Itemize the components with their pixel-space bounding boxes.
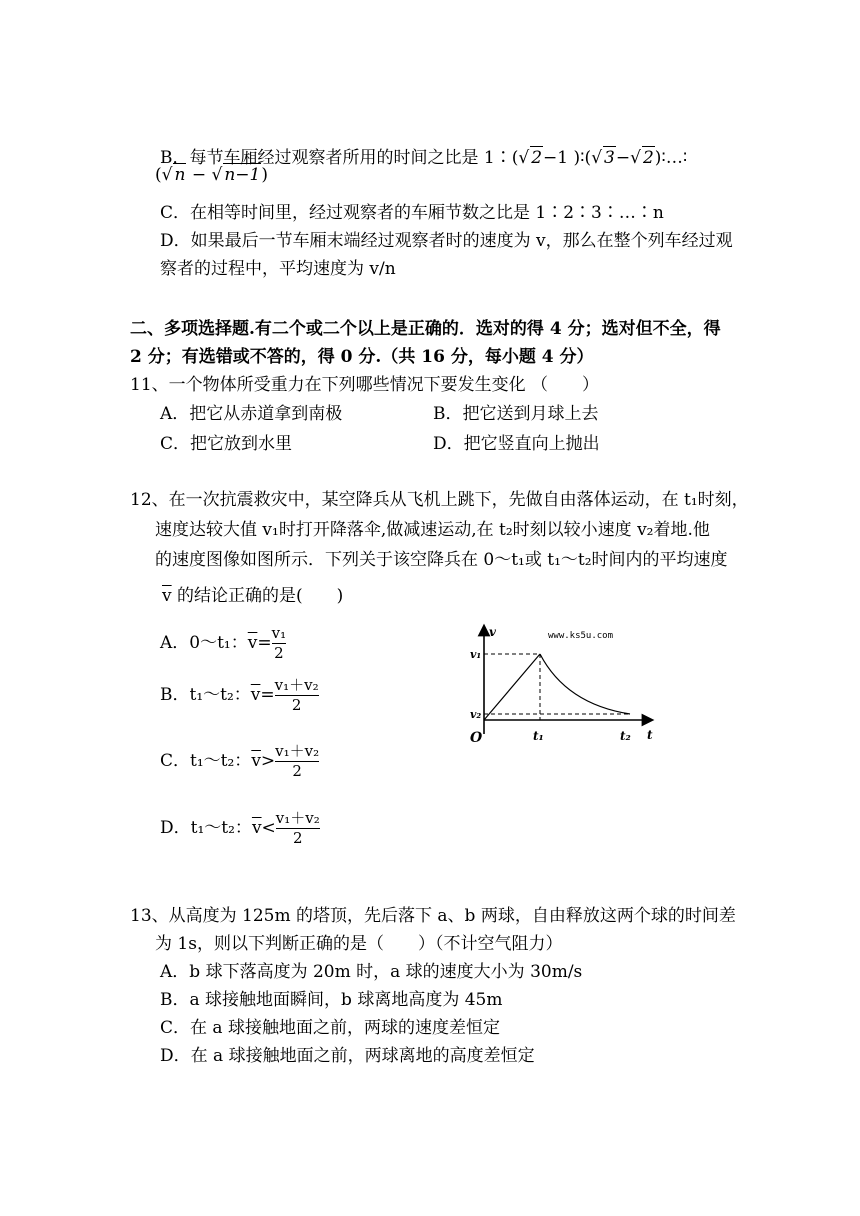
section2-header-line1: 二、多项选择题.有二个或二个以上是正确的．选对的得 4 分；选对但不全，得: [130, 319, 721, 339]
q11-option-a: A．把它从赤道拿到南极: [160, 404, 343, 424]
q12-option-a: A．0～t₁：$\overline{v}=$ $\frac{\text{v₁}}{2}$: [160, 624, 287, 662]
q11-option-d: D．把它竖直向上抛出: [433, 434, 600, 454]
graph-t1-label: t₁: [533, 729, 544, 743]
q12-option-d: D．t₁～t₂：$\overline{v}<$ $\frac{\text{v₁＋v₂}}{2}$: [160, 809, 320, 847]
q12-stem-line3: 的速度图像如图所示．下列关于该空降兵在 0～t₁或 t₁～t₂时间内的平均速度: [155, 550, 728, 570]
velocity-time-graph: [470, 622, 660, 748]
graph-v1-label: v₁: [470, 648, 482, 661]
graph-origin-label: O: [470, 730, 483, 746]
q11-option-c: C．把它放到水里: [160, 434, 293, 454]
q13-stem-line2: 为 1s，则以下判断正确的是（ ）（不计空气阻力）: [155, 934, 563, 954]
q10-option-b-line2-main: (√ n − √ n−1): [155, 165, 268, 185]
graph-rise-line: [484, 654, 540, 720]
q13-option-b: B．a 球接触地面瞬间，b 球离地高度为 45m: [160, 990, 503, 1010]
graph-watermark: www.ks5u.com: [548, 631, 614, 641]
q11-option-b: B．把它送到月球上去: [433, 404, 599, 424]
q12-stem-line1: 12、在一次抗震救灾中，某空降兵从飞机上跳下，先做自由落体运动，在 t₁时刻，: [130, 490, 749, 510]
q10-option-c: C．在相等时间里，经过观察者的车厢节数之比是 1∶2∶3∶…∶n: [160, 203, 664, 223]
q12-stem-line2: 速度达较大值 v₁时打开降落伞,做减速运动,在 t₂时刻以较小速度 v₂着地.他: [155, 520, 710, 540]
q10-option-b-line1: B．每节车厢经过观察者所用的时间之比是 1∶(√ 2−1 )∶(√ 3−√ 2)∶…∶: [160, 148, 688, 168]
graph-decay-curve: [540, 654, 630, 714]
q10-option-d-line1: D．如果最后一节车厢末端经过观察者时的速度为 v，那么在整个列车经过观: [160, 231, 733, 251]
graph-x-label: t: [647, 728, 653, 742]
q13-option-c: C．在 a 球接触地面之前，两球的速度差恒定: [160, 1018, 500, 1038]
section2-header-line2: 2 分；有选错或不答的，得 0 分.（共 16 分，每小题 4 分）: [130, 347, 594, 367]
graph-y-label: v: [489, 625, 496, 639]
q10-option-d-line2: 察者的过程中，平均速度为 v/n: [160, 259, 396, 279]
q13-option-d: D．在 a 球接触地面之前，两球离地的高度差恒定: [160, 1046, 535, 1066]
graph-v2-label: v₂: [470, 708, 482, 721]
q13-option-a: A．b 球下落高度为 20m 时，a 球的速度大小为 30m/s: [160, 962, 583, 982]
q12-option-c: C．t₁～t₂：$\overline{v}>$ $\frac{\text{v₁＋v₂}}{2}$: [160, 742, 320, 780]
q12-stem-line4: $\overline{v}$ 的结论正确的是( ): [162, 586, 344, 606]
q12-option-b: B．t₁～t₂：$\overline{v}=$ $\frac{\text{v₁＋v₂}}{2}$: [160, 676, 319, 714]
q11-stem: 11、一个物体所受重力在下列哪些情况下要发生变化 （ ）: [130, 375, 600, 395]
graph-t2-label: t₂: [620, 729, 631, 743]
q13-stem-line1: 13、从高度为 125m 的塔顶，先后落下 a、b 两球，自由释放这两个球的时间差: [130, 906, 736, 926]
